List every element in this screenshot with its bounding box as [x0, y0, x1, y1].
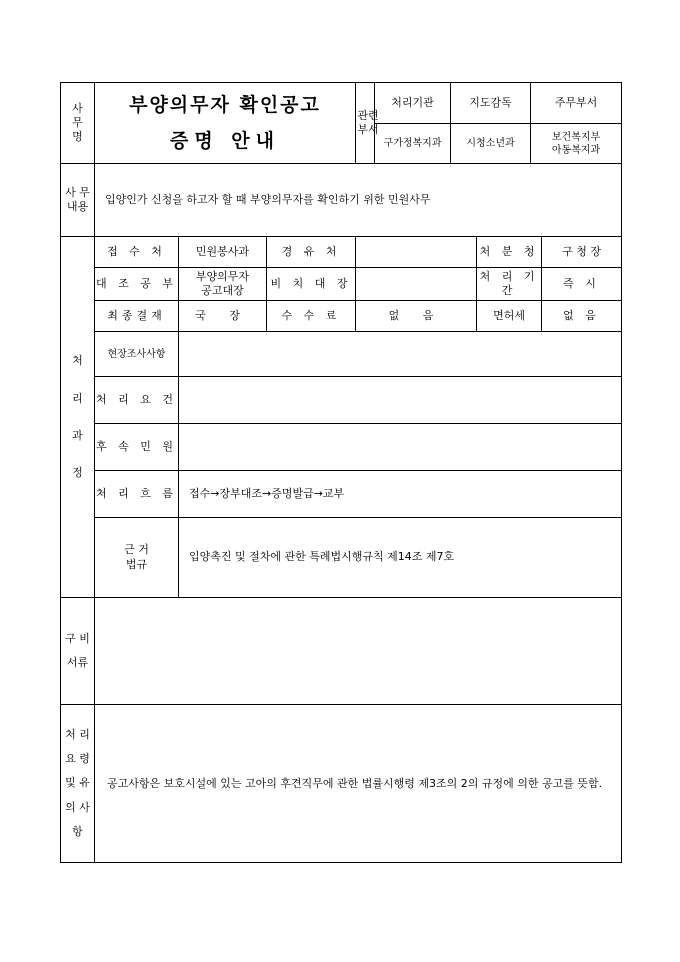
filing-label: 비 치 대 장	[267, 268, 356, 301]
related-dept-label: 관련 부서	[356, 83, 375, 164]
fee-value: 없 음	[356, 301, 477, 332]
period-label: 처 리 기 간	[477, 268, 542, 301]
flow-label: 처 리 흐 름	[95, 471, 179, 518]
ledger-label: 대 조 공 부	[95, 268, 179, 301]
reception-label: 접 수 처	[95, 237, 179, 268]
notes-label: 처 리 요 령 및 유 의 사항	[61, 705, 95, 863]
process-label: 처 리 과 정	[61, 237, 95, 598]
title-line-1: 부양의무자 확인공고	[129, 93, 321, 116]
title-line-2: 증명 안내	[169, 130, 281, 152]
fee-label: 수 수 료	[267, 301, 356, 332]
reception-value: 민원봉사과	[179, 237, 267, 268]
legal-basis-text: 입양촉진 및 절차에 관한 특례법시행규칙 제14조 제7호	[179, 518, 622, 598]
main-dept-value: 보건복지부 아동복지과	[531, 124, 622, 164]
filing-value	[356, 268, 477, 301]
required-docs-text	[95, 598, 622, 705]
processing-agency-header: 처리기관	[375, 83, 451, 124]
authority-value: 구 청 장	[542, 237, 622, 268]
supervision-value: 시청소년과	[451, 124, 531, 164]
affair-content-text: 입양인가 신청을 하고자 할 때 부양의무자를 확인하기 위한 민원사무	[95, 164, 622, 237]
approval-label: 최종결재	[95, 301, 179, 332]
authority-label: 처 분 청	[477, 237, 542, 268]
document-title	[95, 83, 356, 164]
legal-basis-label: 근 거 법규	[95, 518, 179, 598]
requirements-label: 처 리 요 건	[95, 377, 179, 424]
ledger-value: 부양의무자 공고대장	[179, 268, 267, 301]
flow-value: 접수→장부대조→증명발급→교부	[179, 471, 622, 518]
required-docs-label: 구 비 서류	[61, 598, 95, 705]
processing-agency-value: 구가정복지과	[375, 124, 451, 164]
affair-form-table	[60, 82, 622, 863]
follow-up-label: 후 속 민 원	[95, 424, 179, 471]
approval-value: 국 장	[179, 301, 267, 332]
via-label: 경 유 처	[267, 237, 356, 268]
affair-name-label: 사 무 명	[61, 83, 95, 164]
requirements-value	[179, 377, 622, 424]
affair-content-label: 사 무 내용	[61, 164, 95, 237]
follow-up-value	[179, 424, 622, 471]
notes-text: 공고사항은 보호시설에 있는 고아의 후견직무에 관한 법률시행령 제3조의 2의 규정에 의한 공고를 뜻함.	[95, 705, 622, 863]
license-tax-value: 없 음	[542, 301, 622, 332]
supervision-header: 지도감독	[451, 83, 531, 124]
period-value: 즉 시	[542, 268, 622, 301]
license-tax-label: 면허세	[477, 301, 542, 332]
site-survey-value	[179, 332, 622, 377]
via-value	[356, 237, 477, 268]
site-survey-label: 현장조사사항	[95, 332, 179, 377]
main-dept-header: 주무부서	[531, 83, 622, 124]
